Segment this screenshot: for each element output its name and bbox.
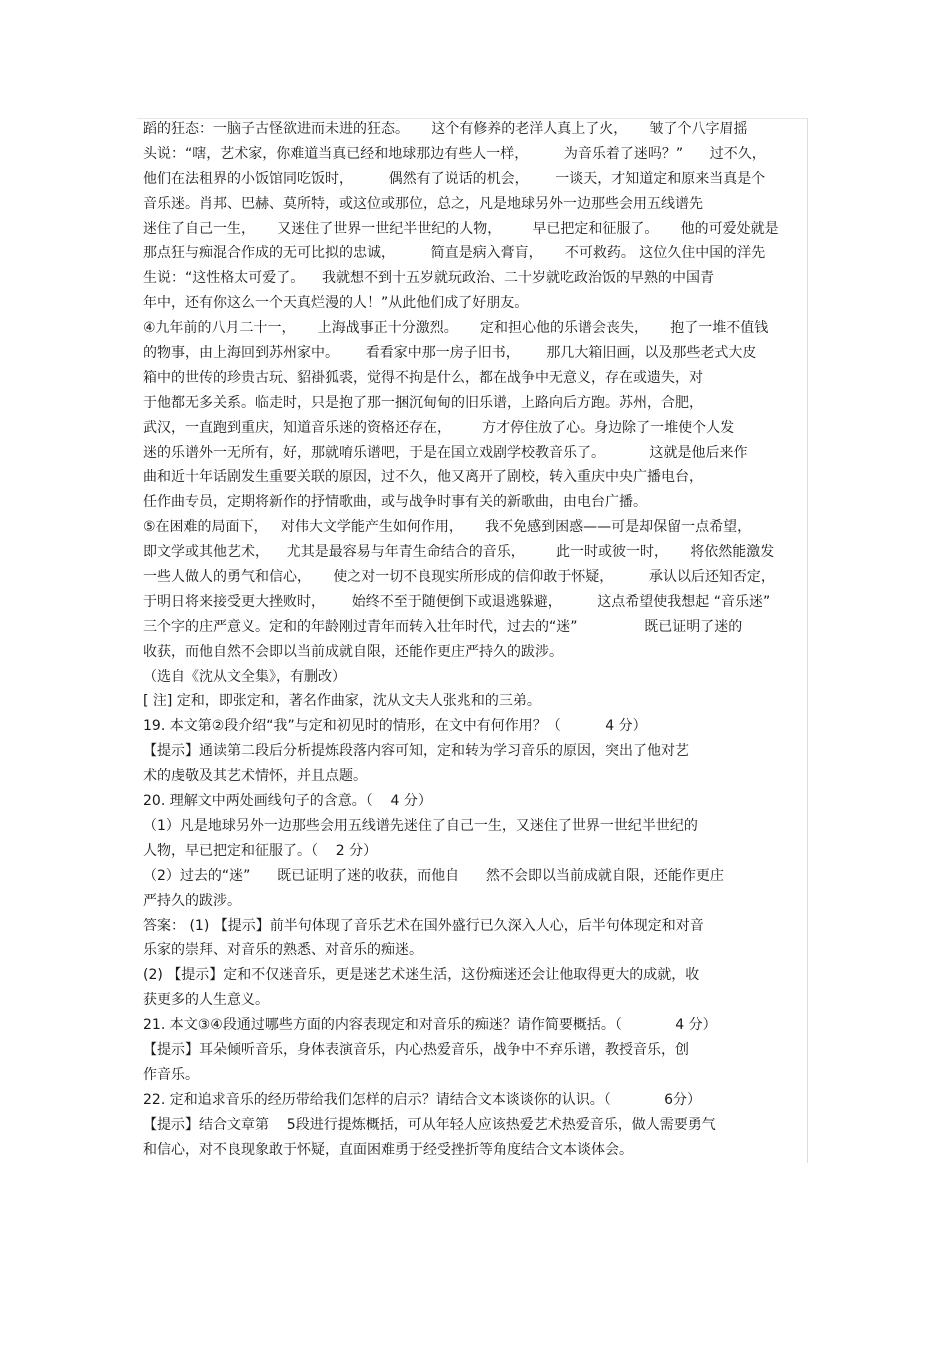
- answer-20-1: 答案： (1) 【提示】前半句体现了音乐艺术在国外盛行已久深入人心，后半句体现定和对音: [143, 917, 704, 934]
- text-line: 年中，还有你这么一个天真烂漫的人！”从此他们成了好朋友。: [143, 295, 529, 312]
- paragraph-5-start: ⑤在困难的局面下， 对伟大文学能产生如何作用， 我不免感到困惑——可是却保留一点希望，: [143, 519, 752, 536]
- question-20-part-1: （1）凡是地球另外一边那些会用五线谱先迷住了自己一生，又迷住了世界一世纪半世纪的: [143, 817, 698, 834]
- text-line: 三个字的庄严意义。定和的年龄刚过青年而转入壮年时代，过去的“迷” 既已证明了迷的: [143, 618, 743, 635]
- text-line: 即文学或其他艺术， 尤其是最容易与年青生命结合的音乐， 此一时或彼一时， 将依然能激发: [143, 544, 775, 561]
- source-note: （选自《沈从文全集》，有删改）: [143, 668, 346, 685]
- text-line: 蹈的狂态：一脑子古怪欲进而未进的狂态。 这个有修养的老洋人真上了火， 皱了个八字眉摇: [143, 121, 748, 137]
- document-body: [143, 117, 807, 1162]
- text-line: 生说：“这性格太可爱了。 我就想不到十五岁就玩政治、二十岁就吃政治饭的早熟的中国青: [143, 270, 715, 287]
- text-line: 于明日将来接受更大挫败时， 始终不至于随便倒下或退逃躲避， 这点希望使我想起 “音乐迷”: [143, 593, 771, 610]
- question-22: 22. 定和追求音乐的经历带给我们怎样的启示？请结合文本谈谈你的认识。（ 6分）: [143, 1091, 702, 1108]
- hint-22: 【提示】结合文章第 5段进行提炼概括，可从年轻人应该热爱艺术热爱音乐，做人需要勇气: [143, 1116, 716, 1133]
- footnote: [ 注] 定和，即张定和，著名作曲家，沈从文夫人张兆和的三弟。: [143, 693, 541, 710]
- text-line: 迷住了自己一生， 又迷住了世界一世纪半世纪的人物， 早已把定和征服了。 他的可爱处就是: [143, 220, 779, 237]
- text-line: 迷的乐谱外一无所有，好，那就唷乐谱吧，于是在国立戏剧学校教音乐了。 这就是他后来作: [143, 444, 748, 461]
- text-line: 武汉，一直跑到重庆，知道音乐迷的资格还存在， 方才停住放了心。身边除了一堆使个人发: [143, 419, 735, 436]
- question-20: 20. 理解文中两处画线句子的含意。（ 4 分）: [143, 793, 432, 810]
- hint-19: 【提示】通读第二段后分析提炼段落内容可知，定和转为学习音乐的原因，突出了他对艺: [143, 743, 689, 760]
- text-line: 箱中的世传的珍贵古玩、貂褂狐裘，觉得不拘是什么，都在战争中无意义，存在或遗失，对: [143, 369, 703, 386]
- text-line: 获更多的人生意义。: [143, 992, 269, 1009]
- question-20-part-2: （2）过去的“迷” 既已证明了迷的收获，而他自 然不会即以当前成就自限，还能作更庄: [143, 867, 724, 884]
- answer-20-2: (2) 【提示】定和不仅迷音乐，更是迷艺术迷生活，这份痴迷还会让他取得更大的成就，收: [143, 967, 700, 984]
- text-line: 于他都无多关系。临走时，只是抱了那一捆沉甸甸的旧乐谱，上路向后方跑。苏州，合肥，: [143, 394, 703, 411]
- text-line: 严持久的跋涉。: [143, 892, 241, 909]
- text-line: 曲和近十年话剧发生重要关联的原因，过不久，他又离开了剧校，转入重庆中央广播电台，: [143, 469, 703, 486]
- text-line: 人物，早已把定和征服了。（ 2 分）: [143, 842, 378, 859]
- text-line: 头说：“嗐，艺术家，你难道当真已经和地球那边有些人一样， 为音乐着了迷吗？” 过不久，: [143, 145, 766, 162]
- text-line: 那点狂与痴混合作成的无可比拟的忠诚， 简直是病入膏肓， 不可救药。 这位久住中国的洋先: [143, 245, 766, 262]
- text-line: 收获，而他自然不会即以当前成就自限，还能作更庄严持久的跋涉。: [143, 643, 563, 660]
- text-line: 作音乐。: [143, 1066, 199, 1083]
- text-line: 和信心，对不良现象敢于怀疑，直面困难勇于经受挫折等角度结合文本谈体会。: [143, 1141, 633, 1158]
- text-line: 术的虔敬及其艺术情怀，并且点题。: [143, 768, 367, 785]
- text-line: 音乐迷。肖邦、巴赫、莫所特，或这位或那位，总之，凡是地球另外一边那些会用五线谱先: [143, 195, 703, 212]
- paragraph-4-start: ④九年前的八月二十一， 上海战事正十分激烈。 定和担心他的乐谱会丧失， 抱了一堆不值钱: [143, 320, 769, 337]
- text-line: 任作曲专员，定期将新作的抒情歌曲，或与战争时事有关的新歌曲，由电台广播。: [143, 494, 647, 511]
- hint-21: 【提示】耳朵倾听音乐，身体表演音乐，内心热爱音乐，战争中不弃乐谱，教授音乐，创: [143, 1041, 689, 1058]
- question-19: 19. 本文第②段介绍“我”与定和初见时的情形，在文中有何作用？（ 4 分）: [143, 718, 647, 735]
- text-line: 乐家的崇拜、对音乐的熟悉、对音乐的痴迷。: [143, 942, 423, 959]
- text-line: 的物事，由上海回到苏州家中。 看看家中那一房子旧书， 那几大箱旧画，以及那些老式大皮: [143, 345, 757, 362]
- text-line: 一些人做人的勇气和信心， 使之对一切不良现实所形成的信仰敢于怀疑， 承认以后还知否定，: [143, 569, 775, 586]
- text-line: 他们在法租界的小饭馆同吃饭时， 偶然有了说话的机会， 一谈天，才知道定和原来当真是个: [143, 170, 766, 187]
- question-21: 21. 本文③④段通过哪些方面的内容表现定和对音乐的痴迷？请作简要概括。（ 4 分）: [143, 1017, 717, 1034]
